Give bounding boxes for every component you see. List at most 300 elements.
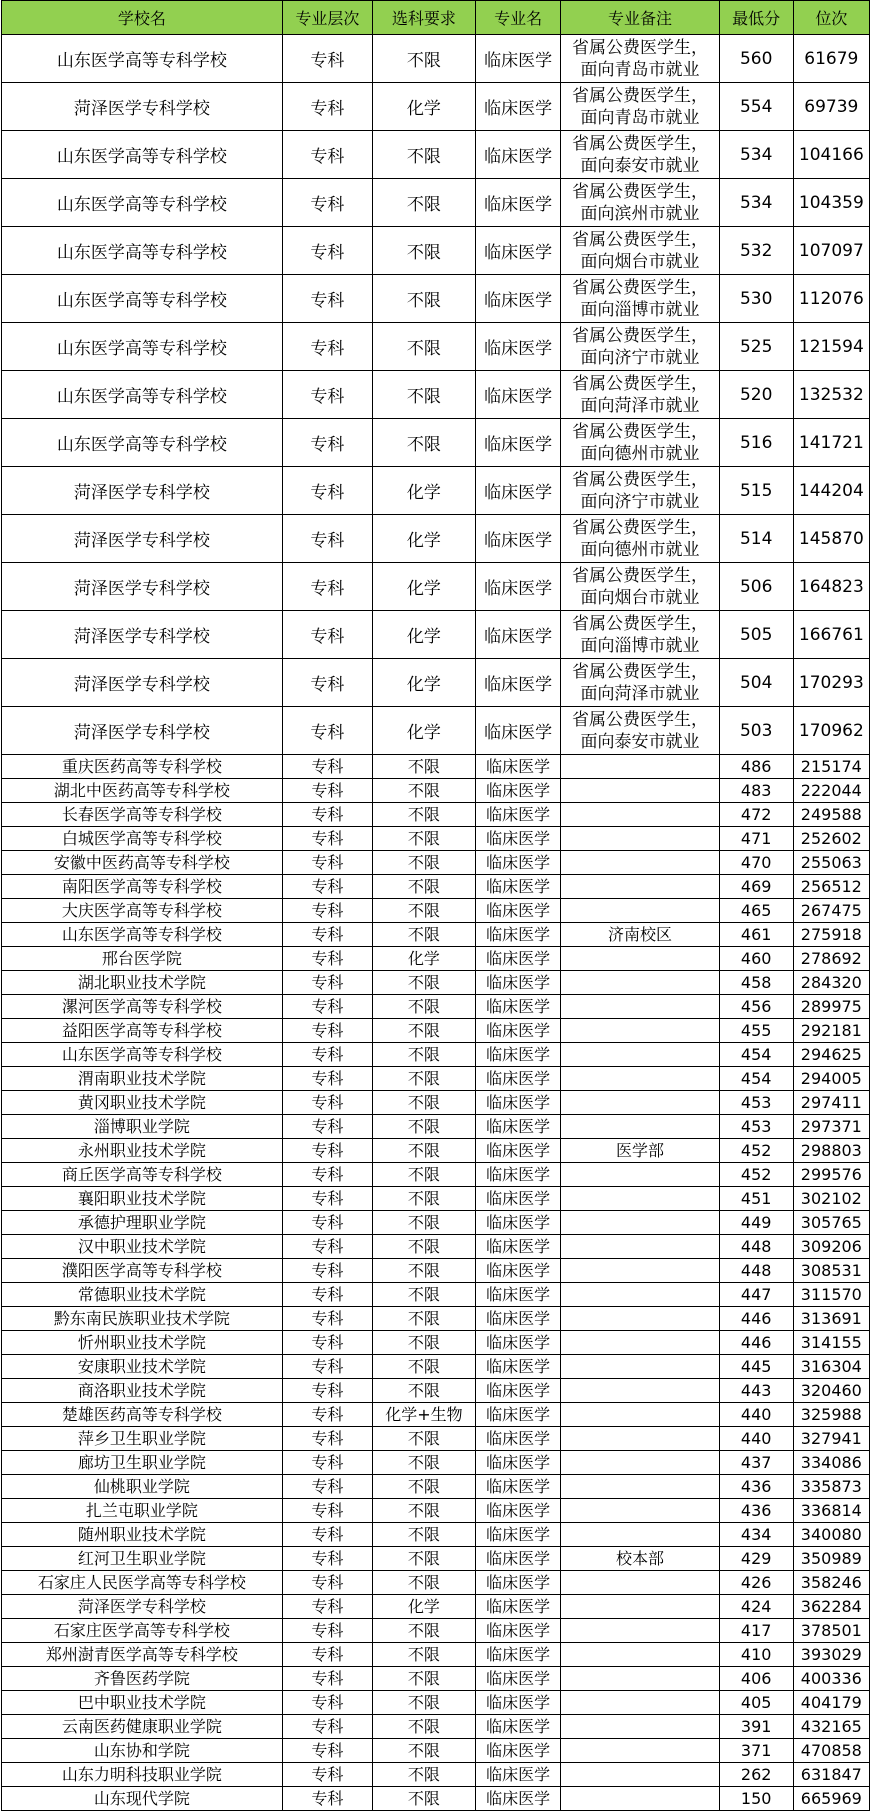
major-name-cell: 临床医学 [475, 1307, 561, 1331]
major-level-cell: 专科 [282, 827, 372, 851]
subject-requirement-cell: 化学 [372, 611, 475, 659]
table-row [2, 83, 870, 131]
major-level-cell: 专科 [282, 995, 372, 1019]
table-row [2, 1667, 870, 1691]
school-name-cell: 山东现代学院 [2, 1787, 283, 1811]
school-name-cell: 郑州澍青医学高等专科学校 [2, 1643, 283, 1667]
subject-requirement-cell: 不限 [372, 131, 475, 179]
major-level-cell: 专科 [282, 1499, 372, 1523]
major-level-cell: 专科 [282, 1211, 372, 1235]
major-note-cell [561, 227, 719, 275]
major-name-cell: 临床医学 [475, 419, 561, 467]
major-name-cell: 临床医学 [475, 1235, 561, 1259]
subject-requirement-cell: 不限 [372, 1715, 475, 1739]
rank-cell: 255063 [793, 851, 869, 875]
major-name-cell: 临床医学 [475, 659, 561, 707]
rank-cell: 320460 [793, 1379, 869, 1403]
school-name-cell: 山东医学高等专科学校 [2, 923, 283, 947]
school-name-cell: 山东协和学院 [2, 1739, 283, 1763]
subject-requirement-cell: 不限 [372, 1667, 475, 1691]
major-level-cell: 专科 [282, 875, 372, 899]
subject-requirement-cell: 不限 [372, 179, 475, 227]
note-line: 面向滨州市就业 [580, 203, 700, 224]
subject-requirement-cell: 不限 [372, 1739, 475, 1763]
min-score-cell: 506 [719, 563, 793, 611]
major-level-cell: 专科 [282, 1187, 372, 1211]
major-name-cell: 临床医学 [475, 1763, 561, 1787]
rank-cell: 256512 [793, 875, 869, 899]
school-name-cell: 齐鲁医药学院 [2, 1667, 283, 1691]
column-header-min-score: 最低分 [719, 1, 793, 35]
rank-cell: 302102 [793, 1187, 869, 1211]
rank-cell: 144204 [793, 467, 869, 515]
column-header-major-note: 专业备注 [561, 1, 719, 35]
subject-requirement-cell: 不限 [372, 923, 475, 947]
min-score-cell: 452 [719, 1163, 793, 1187]
rank-cell: 298803 [793, 1139, 869, 1163]
table-row [2, 1595, 870, 1619]
rank-cell: 294005 [793, 1067, 869, 1091]
major-note-cell [561, 419, 719, 467]
major-level-cell: 专科 [282, 1787, 372, 1811]
major-note-cell: 校本部 [561, 1547, 719, 1571]
min-score-cell: 554 [719, 83, 793, 131]
rank-cell: 145870 [793, 515, 869, 563]
min-score-cell: 465 [719, 899, 793, 923]
note-line: 省属公费医学生， [572, 85, 709, 106]
school-name-cell: 山东医学高等专科学校 [2, 131, 283, 179]
major-level-cell: 专科 [282, 227, 372, 275]
min-score-cell: 445 [719, 1355, 793, 1379]
major-note-cell [561, 1763, 719, 1787]
rank-cell: 170293 [793, 659, 869, 707]
major-note-cell [561, 131, 719, 179]
school-name-cell: 山东医学高等专科学校 [2, 227, 283, 275]
subject-requirement-cell: 化学 [372, 1595, 475, 1619]
major-level-cell: 专科 [282, 851, 372, 875]
min-score-cell: 262 [719, 1763, 793, 1787]
note-line: 面向青岛市就业 [580, 59, 700, 80]
major-level-cell: 专科 [282, 1379, 372, 1403]
rank-cell: 358246 [793, 1571, 869, 1595]
rank-cell: 334086 [793, 1451, 869, 1475]
major-level-cell: 专科 [282, 1715, 372, 1739]
table-row [2, 1139, 870, 1163]
min-score-cell: 410 [719, 1643, 793, 1667]
rank-cell: 61679 [793, 35, 869, 83]
rank-cell: 400336 [793, 1667, 869, 1691]
major-level-cell: 专科 [282, 1283, 372, 1307]
subject-requirement-cell: 不限 [372, 1475, 475, 1499]
major-name-cell: 临床医学 [475, 827, 561, 851]
rank-cell: 249588 [793, 803, 869, 827]
rank-cell: 164823 [793, 563, 869, 611]
table-row [2, 467, 870, 515]
major-note-cell [561, 275, 719, 323]
school-name-cell: 石家庄人民医学高等专科学校 [2, 1571, 283, 1595]
major-note-cell [561, 1787, 719, 1811]
min-score-cell: 447 [719, 1283, 793, 1307]
table-row [2, 1067, 870, 1091]
table-row [2, 1259, 870, 1283]
subject-requirement-cell: 不限 [372, 323, 475, 371]
major-note-cell [561, 779, 719, 803]
table-row [2, 707, 870, 755]
min-score-cell: 417 [719, 1619, 793, 1643]
subject-requirement-cell: 不限 [372, 995, 475, 1019]
min-score-cell: 446 [719, 1331, 793, 1355]
school-name-cell: 白城医学高等专科学校 [2, 827, 283, 851]
subject-requirement-cell: 不限 [372, 1763, 475, 1787]
note-line: 面向德州市就业 [580, 443, 700, 464]
school-name-cell: 黔东南民族职业技术学院 [2, 1307, 283, 1331]
min-score-cell: 472 [719, 803, 793, 827]
subject-requirement-cell: 不限 [372, 1163, 475, 1187]
note-line: 省属公费医学生， [572, 565, 709, 586]
major-note-cell [561, 1259, 719, 1283]
subject-requirement-cell: 不限 [372, 875, 475, 899]
major-level-cell: 专科 [282, 659, 372, 707]
major-note-cell [561, 827, 719, 851]
major-level-cell: 专科 [282, 1643, 372, 1667]
subject-requirement-cell: 不限 [372, 419, 475, 467]
major-level-cell: 专科 [282, 1115, 372, 1139]
note-line: 面向烟台市就业 [580, 251, 700, 272]
major-level-cell: 专科 [282, 779, 372, 803]
subject-requirement-cell: 不限 [372, 1787, 475, 1811]
school-name-cell: 忻州职业技术学院 [2, 1331, 283, 1355]
rank-cell: 104359 [793, 179, 869, 227]
major-level-cell: 专科 [282, 1523, 372, 1547]
major-note-cell [561, 1667, 719, 1691]
major-level-cell: 专科 [282, 923, 372, 947]
rank-cell: 121594 [793, 323, 869, 371]
subject-requirement-cell: 不限 [372, 1139, 475, 1163]
min-score-cell: 454 [719, 1043, 793, 1067]
min-score-cell: 453 [719, 1115, 793, 1139]
school-name-cell: 濮阳医学高等专科学校 [2, 1259, 283, 1283]
school-name-cell: 邢台医学院 [2, 947, 283, 971]
note-line: 省属公费医学生， [572, 709, 709, 730]
table-row [2, 131, 870, 179]
school-name-cell: 山东医学高等专科学校 [2, 1043, 283, 1067]
school-name-cell: 菏泽医学专科学校 [2, 563, 283, 611]
min-score-cell: 429 [719, 1547, 793, 1571]
table-row [2, 995, 870, 1019]
subject-requirement-cell: 不限 [372, 1283, 475, 1307]
rank-cell: 316304 [793, 1355, 869, 1379]
major-level-cell: 专科 [282, 707, 372, 755]
subject-requirement-cell: 不限 [372, 1499, 475, 1523]
rank-cell: 215174 [793, 755, 869, 779]
subject-requirement-cell: 不限 [372, 1091, 475, 1115]
rank-cell: 393029 [793, 1643, 869, 1667]
subject-requirement-cell: 不限 [372, 1355, 475, 1379]
min-score-cell: 516 [719, 419, 793, 467]
subject-requirement-cell: 不限 [372, 1211, 475, 1235]
school-name-cell: 山东医学高等专科学校 [2, 35, 283, 83]
min-score-cell: 469 [719, 875, 793, 899]
table-row [2, 1427, 870, 1451]
major-level-cell: 专科 [282, 1091, 372, 1115]
major-level-cell: 专科 [282, 35, 372, 83]
major-note-cell [561, 1091, 719, 1115]
school-name-cell: 承德护理职业学院 [2, 1211, 283, 1235]
column-header-school-name: 学校名 [2, 1, 283, 35]
school-name-cell: 安康职业技术学院 [2, 1355, 283, 1379]
major-name-cell: 临床医学 [475, 995, 561, 1019]
min-score-cell: 515 [719, 467, 793, 515]
note-line: 省属公费医学生， [572, 613, 709, 634]
school-name-cell: 扎兰屯职业学院 [2, 1499, 283, 1523]
rank-cell: 289975 [793, 995, 869, 1019]
major-level-cell: 专科 [282, 1043, 372, 1067]
major-name-cell: 临床医学 [475, 707, 561, 755]
major-level-cell: 专科 [282, 1259, 372, 1283]
major-note-cell [561, 947, 719, 971]
min-score-cell: 534 [719, 131, 793, 179]
major-note-cell [561, 707, 719, 755]
major-level-cell: 专科 [282, 419, 372, 467]
major-name-cell: 临床医学 [475, 467, 561, 515]
major-level-cell: 专科 [282, 1067, 372, 1091]
rank-cell: 308531 [793, 1259, 869, 1283]
major-name-cell: 临床医学 [475, 1595, 561, 1619]
major-note-cell [561, 1283, 719, 1307]
major-level-cell: 专科 [282, 515, 372, 563]
school-name-cell: 大庆医学高等专科学校 [2, 899, 283, 923]
table-row [2, 1091, 870, 1115]
school-name-cell: 菏泽医学专科学校 [2, 1595, 283, 1619]
header-row [2, 1, 870, 35]
school-name-cell: 渭南职业技术学院 [2, 1067, 283, 1091]
table-row [2, 1379, 870, 1403]
subject-requirement-cell: 化学 [372, 467, 475, 515]
min-score-cell: 532 [719, 227, 793, 275]
major-name-cell: 临床医学 [475, 131, 561, 179]
min-score-cell: 436 [719, 1499, 793, 1523]
note-line: 面向泰安市就业 [580, 155, 700, 176]
table-row [2, 875, 870, 899]
school-name-cell: 汉中职业技术学院 [2, 1235, 283, 1259]
rank-cell: 107097 [793, 227, 869, 275]
table-row [2, 971, 870, 995]
rank-cell: 665969 [793, 1787, 869, 1811]
major-note-cell [561, 1739, 719, 1763]
subject-requirement-cell: 化学 [372, 659, 475, 707]
school-name-cell: 山东力明科技职业学院 [2, 1763, 283, 1787]
school-name-cell: 商丘医学高等专科学校 [2, 1163, 283, 1187]
major-level-cell: 专科 [282, 563, 372, 611]
major-name-cell: 临床医学 [475, 371, 561, 419]
major-name-cell: 临床医学 [475, 1691, 561, 1715]
major-name-cell: 临床医学 [475, 1379, 561, 1403]
min-score-cell: 440 [719, 1427, 793, 1451]
school-name-cell: 安徽中医药高等专科学校 [2, 851, 283, 875]
major-level-cell: 专科 [282, 1307, 372, 1331]
table-row [2, 1643, 870, 1667]
major-note-cell [561, 1067, 719, 1091]
min-score-cell: 446 [719, 1307, 793, 1331]
rank-cell: 112076 [793, 275, 869, 323]
major-note-cell [561, 1331, 719, 1355]
table-row [2, 1547, 870, 1571]
subject-requirement-cell: 不限 [372, 1643, 475, 1667]
note-line: 省属公费医学生， [572, 517, 709, 538]
subject-requirement-cell: 化学 [372, 83, 475, 131]
note-line: 省属公费医学生， [572, 325, 709, 346]
major-name-cell: 临床医学 [475, 1019, 561, 1043]
table-row [2, 1763, 870, 1787]
major-note-cell [561, 755, 719, 779]
table-row [2, 227, 870, 275]
note-line: 省属公费医学生， [572, 133, 709, 154]
major-level-cell: 专科 [282, 1595, 372, 1619]
major-name-cell: 临床医学 [475, 563, 561, 611]
school-name-cell: 漯河医学高等专科学校 [2, 995, 283, 1019]
school-name-cell: 重庆医药高等专科学校 [2, 755, 283, 779]
min-score-cell: 448 [719, 1235, 793, 1259]
major-note-cell [561, 179, 719, 227]
subject-requirement-cell: 化学 [372, 563, 475, 611]
table-row [2, 563, 870, 611]
major-note-cell [561, 995, 719, 1019]
major-name-cell: 临床医学 [475, 1115, 561, 1139]
subject-requirement-cell: 不限 [372, 1427, 475, 1451]
major-name-cell: 临床医学 [475, 1547, 561, 1571]
major-note-cell [561, 563, 719, 611]
major-level-cell: 专科 [282, 83, 372, 131]
school-name-cell: 菏泽医学专科学校 [2, 611, 283, 659]
subject-requirement-cell: 不限 [372, 275, 475, 323]
major-name-cell: 临床医学 [475, 227, 561, 275]
subject-requirement-cell: 不限 [372, 1523, 475, 1547]
note-line: 省属公费医学生， [572, 229, 709, 250]
subject-requirement-cell: 不限 [372, 371, 475, 419]
major-name-cell: 临床医学 [475, 1739, 561, 1763]
subject-requirement-cell: 不限 [372, 827, 475, 851]
major-name-cell: 临床医学 [475, 1571, 561, 1595]
subject-requirement-cell: 不限 [372, 1067, 475, 1091]
major-level-cell: 专科 [282, 1331, 372, 1355]
note-line: 省属公费医学生， [572, 277, 709, 298]
subject-requirement-cell: 不限 [372, 899, 475, 923]
table-row [2, 755, 870, 779]
major-name-cell: 临床医学 [475, 899, 561, 923]
major-note-cell [561, 659, 719, 707]
rank-cell: 132532 [793, 371, 869, 419]
min-score-cell: 514 [719, 515, 793, 563]
rank-cell: 284320 [793, 971, 869, 995]
major-note-cell [561, 1595, 719, 1619]
rank-cell: 69739 [793, 83, 869, 131]
min-score-cell: 452 [719, 1139, 793, 1163]
rank-cell: 222044 [793, 779, 869, 803]
note-line: 省属公费医学生， [572, 181, 709, 202]
major-note-cell [561, 1235, 719, 1259]
rank-cell: 336814 [793, 1499, 869, 1523]
table-row [2, 1451, 870, 1475]
table-header [2, 1, 870, 35]
major-name-cell: 临床医学 [475, 1043, 561, 1067]
rank-cell: 378501 [793, 1619, 869, 1643]
table-row [2, 947, 870, 971]
major-name-cell: 临床医学 [475, 755, 561, 779]
school-name-cell: 长春医学高等专科学校 [2, 803, 283, 827]
school-name-cell: 商洛职业技术学院 [2, 1379, 283, 1403]
rank-cell: 297411 [793, 1091, 869, 1115]
subject-requirement-cell: 不限 [372, 1019, 475, 1043]
rank-cell: 104166 [793, 131, 869, 179]
rank-cell: 170962 [793, 707, 869, 755]
table-row [2, 923, 870, 947]
school-name-cell: 随州职业技术学院 [2, 1523, 283, 1547]
subject-requirement-cell: 不限 [372, 1331, 475, 1355]
min-score-cell: 534 [719, 179, 793, 227]
major-name-cell: 临床医学 [475, 1619, 561, 1643]
subject-requirement-cell: 不限 [372, 1691, 475, 1715]
subject-requirement-cell: 不限 [372, 1187, 475, 1211]
major-name-cell: 临床医学 [475, 1787, 561, 1811]
major-note-cell [561, 467, 719, 515]
major-level-cell: 专科 [282, 1235, 372, 1259]
major-name-cell: 临床医学 [475, 1475, 561, 1499]
major-note-cell [561, 1499, 719, 1523]
table-row [2, 1235, 870, 1259]
subject-requirement-cell: 不限 [372, 1379, 475, 1403]
major-level-cell: 专科 [282, 1667, 372, 1691]
major-note-cell: 济南校区 [561, 923, 719, 947]
major-name-cell: 临床医学 [475, 1523, 561, 1547]
major-name-cell: 临床医学 [475, 1067, 561, 1091]
min-score-cell: 451 [719, 1187, 793, 1211]
major-level-cell: 专科 [282, 1475, 372, 1499]
major-level-cell: 专科 [282, 1403, 372, 1427]
rank-cell: 299576 [793, 1163, 869, 1187]
major-level-cell: 专科 [282, 179, 372, 227]
school-name-cell: 湖北职业技术学院 [2, 971, 283, 995]
rank-cell: 294625 [793, 1043, 869, 1067]
major-name-cell: 临床医学 [475, 515, 561, 563]
min-score-cell: 406 [719, 1667, 793, 1691]
min-score-cell: 458 [719, 971, 793, 995]
rank-cell: 305765 [793, 1211, 869, 1235]
table-row [2, 1523, 870, 1547]
note-line: 省属公费医学生， [572, 37, 709, 58]
major-note-cell [561, 371, 719, 419]
major-name-cell: 临床医学 [475, 1187, 561, 1211]
major-note-cell [561, 1571, 719, 1595]
school-name-cell: 襄阳职业技术学院 [2, 1187, 283, 1211]
rank-cell: 313691 [793, 1307, 869, 1331]
table-row [2, 35, 870, 83]
major-name-cell: 临床医学 [475, 851, 561, 875]
major-name-cell: 临床医学 [475, 275, 561, 323]
major-note-cell [561, 1187, 719, 1211]
table-row [2, 827, 870, 851]
table-row [2, 1475, 870, 1499]
major-note-cell [561, 1355, 719, 1379]
major-note-cell [561, 1379, 719, 1403]
major-level-cell: 专科 [282, 1571, 372, 1595]
major-note-cell [561, 1307, 719, 1331]
min-score-cell: 455 [719, 1019, 793, 1043]
table-body [2, 35, 870, 1811]
column-header-major-level: 专业层次 [282, 1, 372, 35]
rank-cell: 292181 [793, 1019, 869, 1043]
rank-cell: 350989 [793, 1547, 869, 1571]
major-name-cell: 临床医学 [475, 1355, 561, 1379]
